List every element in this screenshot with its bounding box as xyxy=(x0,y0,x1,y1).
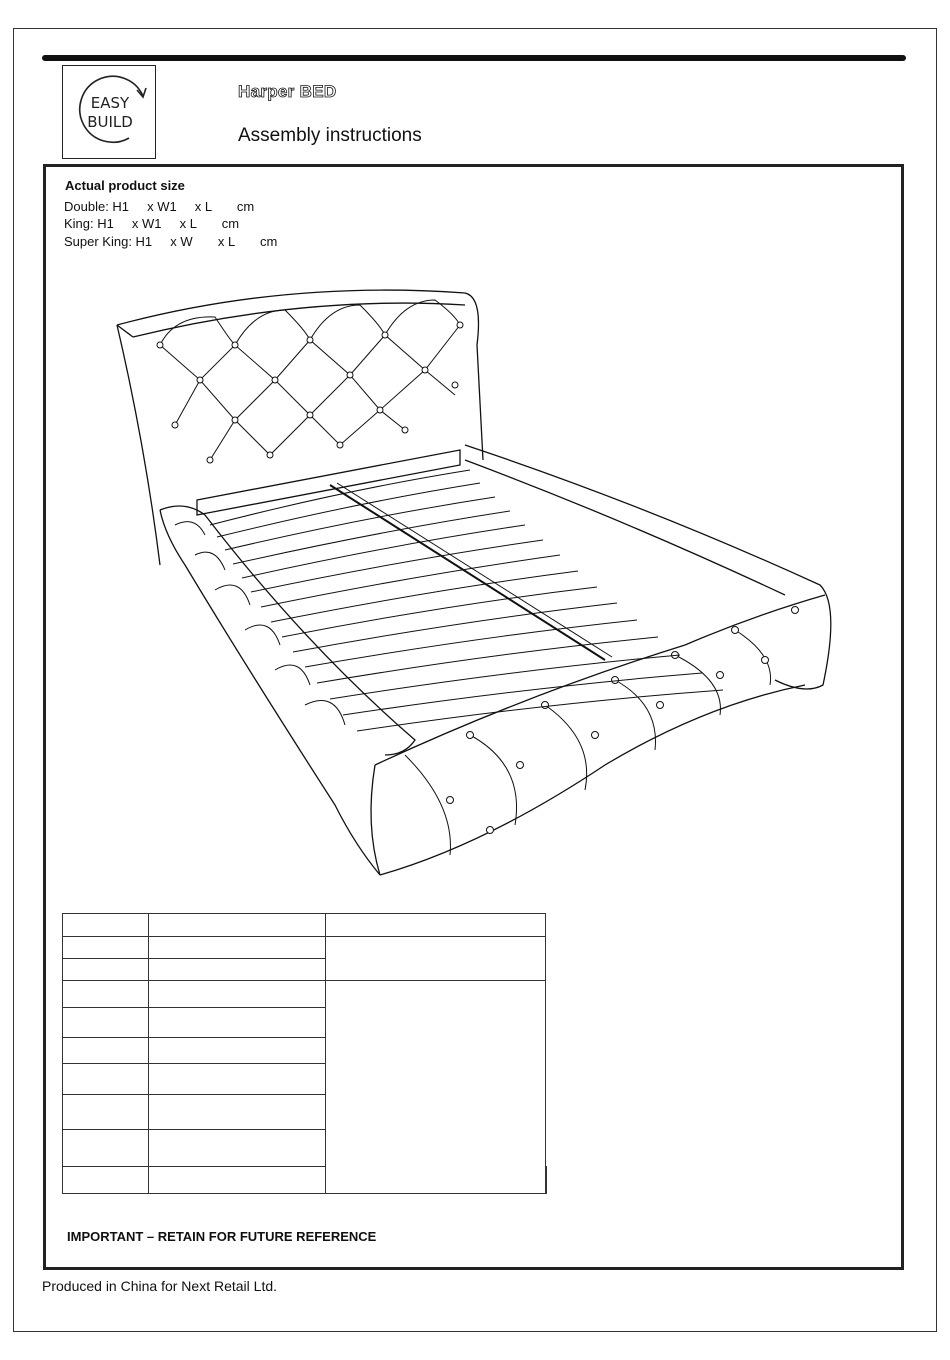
easy-build-logo xyxy=(62,65,156,159)
top-rule xyxy=(42,55,906,61)
logo-text-easy: EASY xyxy=(90,94,130,112)
size-double: Double: H1 x W1 x L cm xyxy=(64,199,255,214)
product-title: Harper BED xyxy=(238,82,337,101)
document-subtitle: Assembly instructions xyxy=(238,125,422,146)
size-super-king: Super King: H1 x W x L cm xyxy=(64,234,278,249)
footer-note: Produced in China for Next Retail Ltd. xyxy=(42,1278,278,1294)
bed-illustration xyxy=(105,285,845,885)
important-note: IMPORTANT – RETAIN FOR FUTURE REFERENCE xyxy=(67,1229,377,1244)
parts-table xyxy=(62,913,547,1194)
logo-text-build: BUILD xyxy=(87,113,133,131)
size-king: King: H1 x W1 x L cm xyxy=(64,216,240,231)
product-size-heading: Actual product size xyxy=(65,178,185,193)
